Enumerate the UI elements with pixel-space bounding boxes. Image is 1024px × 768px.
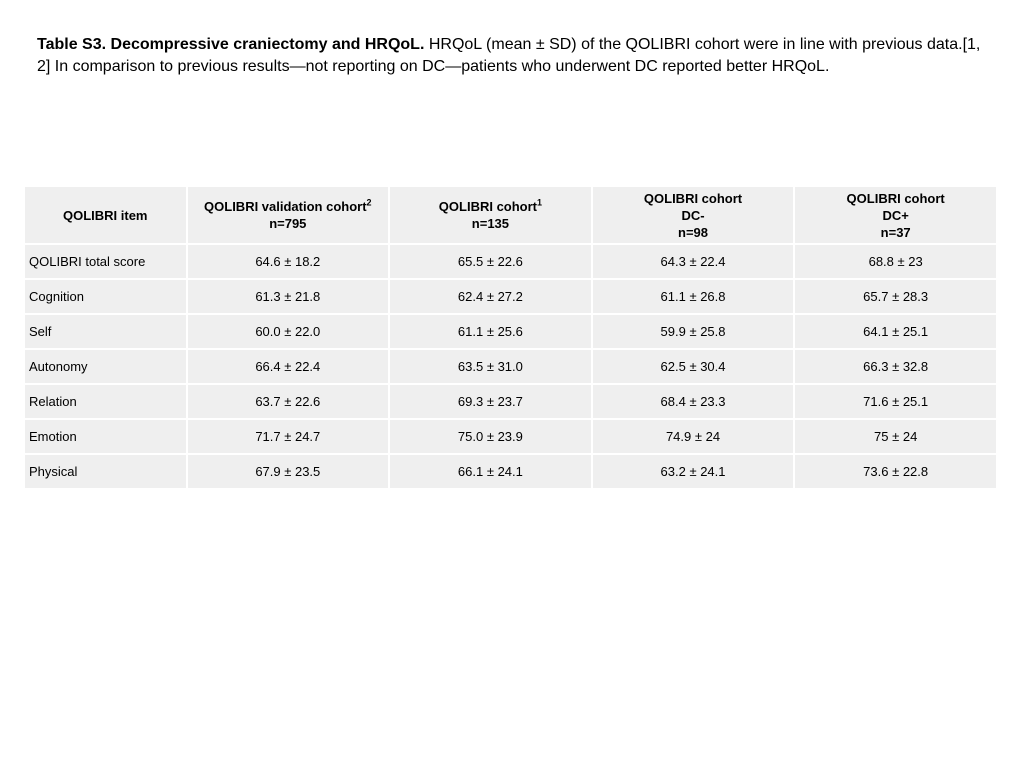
table-row (25, 385, 996, 418)
table-cell: 62.5 ± 30.4 (593, 350, 794, 383)
caption-title: Table S3. Decompressive craniectomy and HRQoL. (37, 36, 425, 53)
table-row (25, 420, 996, 453)
table-row (25, 245, 996, 278)
table-cell: 66.4 ± 22.4 (188, 350, 389, 383)
table-cell: 63.5 ± 31.0 (390, 350, 591, 383)
table-cell: 74.9 ± 24 (593, 420, 794, 453)
table-cell: 64.3 ± 22.4 (593, 245, 794, 278)
table-caption (37, 34, 997, 78)
row-item-label: Relation (25, 385, 186, 418)
table-cell: 66.1 ± 24.1 (390, 455, 591, 488)
header-validation-cohort (188, 187, 389, 243)
table-cell: 63.7 ± 22.6 (188, 385, 389, 418)
table-cell: 59.9 ± 25.8 (593, 315, 794, 348)
row-item-label: Physical (25, 455, 186, 488)
row-item-label: QOLIBRI total score (25, 245, 186, 278)
table-cell: 64.6 ± 18.2 (188, 245, 389, 278)
table-cell: 61.1 ± 26.8 (593, 280, 794, 313)
table-cell: 68.4 ± 23.3 (593, 385, 794, 418)
header-qolibri-cohort-n: n=135 (471, 216, 510, 231)
table-cell: 67.9 ± 23.5 (188, 455, 389, 488)
header-row (25, 187, 996, 243)
table-cell: 61.1 ± 25.6 (390, 315, 591, 348)
table-cell: 75.0 ± 23.9 (390, 420, 591, 453)
header-validation-cohort-ref: 2 (366, 197, 372, 208)
table-cell: 60.0 ± 22.0 (188, 315, 389, 348)
table-cell: 62.4 ± 27.2 (390, 280, 591, 313)
table-row (25, 280, 996, 313)
row-item-label: Cognition (25, 280, 186, 313)
caption-text: HRQoL (mean ± SD) of the QOLIBRI cohort were in line with previous data.[1, 2] In comparison to previous results—not reporting on DC—patients who underwent DC reported better HRQoL. (37, 36, 981, 75)
header-qolibri-cohort-label: QOLIBRI cohort (438, 199, 538, 214)
qolibri-table (23, 185, 998, 490)
table-cell: 65.5 ± 22.6 (390, 245, 591, 278)
table-cell: 63.2 ± 24.1 (593, 455, 794, 488)
table-cell: 61.3 ± 21.8 (188, 280, 389, 313)
table-cell: 68.8 ± 23 (795, 245, 996, 278)
header-qolibri-item: QOLIBRI item (25, 187, 186, 243)
header-validation-cohort-n: n=795 (269, 216, 307, 231)
table-cell: 69.3 ± 23.7 (390, 385, 591, 418)
table-row (25, 315, 996, 348)
header-qolibri-cohort-ref: 1 (537, 197, 543, 208)
table-cell: 64.1 ± 25.1 (795, 315, 996, 348)
table-container (23, 185, 998, 490)
table-row (25, 350, 996, 383)
table-cell: 75 ± 24 (795, 420, 996, 453)
table-cell: 66.3 ± 32.8 (795, 350, 996, 383)
header-qolibri-cohort (390, 187, 591, 243)
header-validation-cohort-label: QOLIBRI validation cohort (204, 199, 367, 214)
table-cell: 65.7 ± 28.3 (795, 280, 996, 313)
row-item-label: Self (25, 315, 186, 348)
table-cell: 73.6 ± 22.8 (795, 455, 996, 488)
row-item-label: Emotion (25, 420, 186, 453)
header-cohort-dc-plus: QOLIBRI cohort DC+ n=37 (795, 187, 996, 243)
header-cohort-dc-minus: QOLIBRI cohort DC- n=98 (593, 187, 794, 243)
table-body (25, 245, 996, 488)
table-row (25, 455, 996, 488)
row-item-label: Autonomy (25, 350, 186, 383)
table-cell: 71.6 ± 25.1 (795, 385, 996, 418)
table-cell: 71.7 ± 24.7 (188, 420, 389, 453)
